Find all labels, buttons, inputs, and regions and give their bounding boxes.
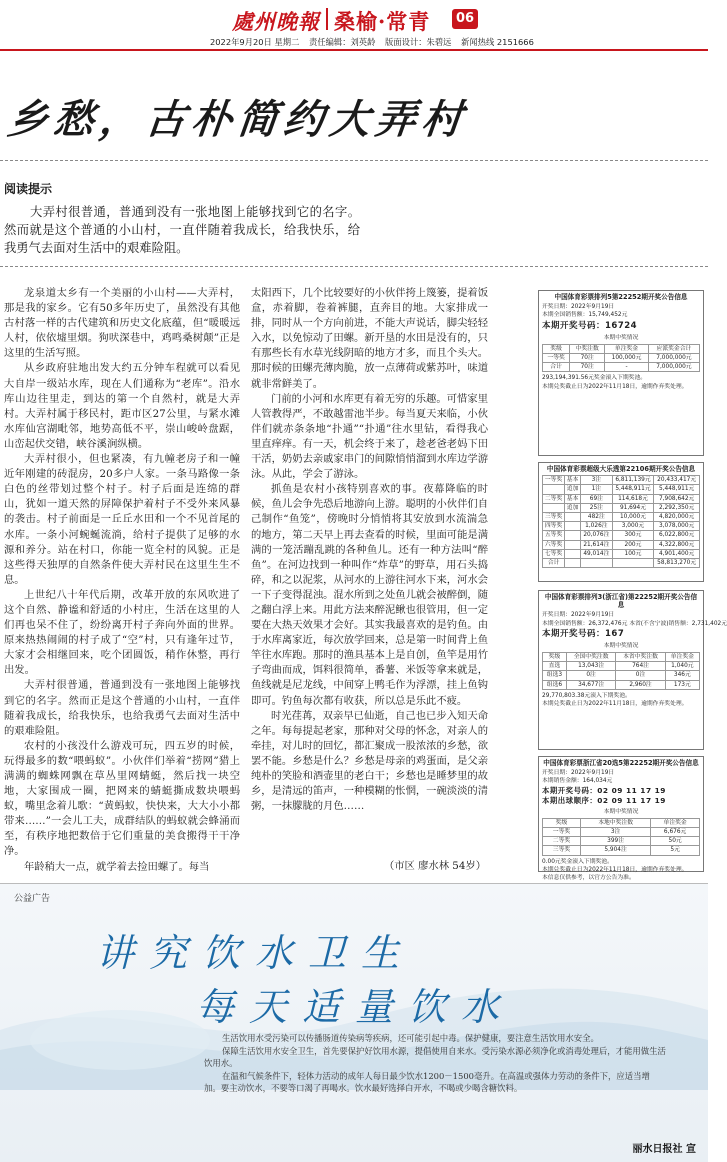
table-cell: 100,000元 [605, 354, 649, 363]
table-cell [565, 513, 581, 522]
table-cell: 69注 [581, 494, 613, 503]
table-row [543, 662, 700, 671]
lottery-box-20x5 [538, 756, 704, 882]
table-cell: 34,677注 [566, 680, 615, 689]
designer-credit: 版面设计：朱碧远 [385, 37, 452, 47]
article-paragraph: 年龄稍大一点，就学着去捡田螺了。每当 [24, 860, 210, 873]
table-cell: 399注 [580, 837, 650, 846]
table-cell: 1,040元 [665, 662, 699, 671]
masthead [0, 0, 708, 50]
table-header-row [543, 818, 700, 827]
article-paragraph: 龙泉道太乡有一个美丽的小山村——大弄村，那是我的家乡。它有50多年历史了，虽然没有其他古村落一样的古代建筑和历史文化底蕴，但“暖暖远人村，依依墟里烟。狗吠深巷中，鸡鸣桑树颠”正是这里的生活写照。 [4, 287, 240, 360]
table-cell: 五等奖 [543, 531, 565, 540]
table-cell: 4,901,400元 [654, 549, 700, 558]
public-service-ad [0, 883, 708, 1162]
table-cell: 58,813,270元 [654, 559, 700, 568]
ad-signature: 丽水日报社 宣 [632, 1144, 696, 1155]
lottery-title: 中国体育彩票排列5第22252期开奖公告信息 [554, 293, 688, 301]
table-cell: 3注 [581, 476, 613, 485]
table-cell: 直选 [543, 662, 567, 671]
table-cell: 200元 [612, 540, 654, 549]
table-cell: 六等奖 [543, 540, 565, 549]
masthead-info [210, 36, 541, 48]
table-cell [565, 540, 581, 549]
table-cell: 二等奖 [543, 837, 581, 846]
table-row [543, 485, 700, 494]
table-row [543, 494, 700, 503]
lottery-line: 开奖日期：2022年9月19日 [542, 770, 615, 777]
ad-headline-1: 讲究饮水卫生 [96, 931, 415, 975]
table-cell: 1注 [581, 485, 613, 494]
table-cell: 3,078,000元 [654, 522, 700, 531]
lottery-box-pl3 [538, 590, 727, 750]
lottery-title: 中国体育彩票超级大乐透第22106期开奖公告信息 [546, 465, 696, 473]
header-cell: 奖级 [543, 653, 567, 662]
lottery-line: 本期销售金额：164,034元 [542, 778, 613, 785]
table-cell: 一等奖 [543, 354, 570, 363]
table-cell: 二等奖 [543, 494, 565, 503]
table-row [543, 549, 700, 558]
header-cell: 单注奖金 [605, 344, 649, 353]
lottery-box-dlt [538, 462, 704, 582]
table-cell: 6,811,139元 [612, 476, 654, 485]
table-row [543, 540, 700, 549]
lottery-note: 0.00元奖金滚入下期奖池。 [542, 858, 613, 865]
table-cell [543, 485, 565, 494]
lottery-note: 293,194,391.56元奖金滚入下期奖池。 [542, 375, 647, 382]
table-row [543, 522, 700, 531]
article-paragraph: 抓鱼是农村小孩特别喜欢的事。夜幕降临的时候，鱼儿会争先恐后地游向上游。聪明的小伙伴们自己制作“鱼笼”，傍晚时分悄悄将其安放到水流湍急的地方，第二天早上再去查看的时候，里面可能是满满的一笼活蹦乱跳的各种鱼儿。还有一种方法叫“醉鱼”。在河边找到一种叫作“炸草”的野草，用石头捣碎，和之以泥浆，从河水的上游往河水下来，河水会一下子变得混浊。混水所到之处鱼儿就会被醉倒，随之翻白浮上来。用此方法来醉泥鳅也很管用，但一定要在大热天效果才会好。其实我最喜欢的是钓鱼。由于水库离家近，每次放学回来，总是第一时间背上鱼竿往水库跑。那时的渔具基本上是自创，鱼竿是用竹子弯曲而成，饵料很简单，番薯、米饭等拿来就是，鱼线就是尼龙线，中间穿上鸭毛作为浮漂，挂上鱼钩即可。钓鱼每次都有收获，所以总是乐此不疲。 [251, 483, 488, 707]
article-paragraph: 大弄村很小，但也紧凑，有九幢老房子和一幢近年刚建的砖混房，20多户人家。一条马路像一条白色的丝带划过整个村子。村子后面是连绵的群山，犹如一道天然的屏障保护着村子不受外来风暴的袭击。村子前面是一丘丘水田和一个不见首尾的水库。一条小河蜿蜒流淌，给村子提供了足够的水源和养分。站在村口，你能一览全村的风貌。正是这些得天独厚的自然条件使大弄村民在这里生生不息。 [4, 453, 240, 586]
article-paragraph: 农村的小孩没什么游戏可玩，四五岁的时候，玩得最多的数“喂蚂蚁”。小伙伴们举着“捞网”猎上满满的蜘蛛网飘在草丛里网蜻蜓，然后找一块空地，大家围成一圈，把网来的蜻蜓撕成数块喂蚂蚁，嘴里念着儿歌：“黄蚂蚁，快快来，大大小小都带来……”一会儿工夫，成群结队的蚂蚁就会蜂涌而至，有秩序地把数倍于它们重量的美食搬得干干净净。 [4, 739, 240, 858]
header-cell: 奖级 [543, 344, 570, 353]
header-cell: 本省中奖注数 [616, 653, 665, 662]
table-cell: 组选3 [543, 671, 567, 680]
lottery-box-pl5 [538, 290, 704, 456]
ad-paragraph: 生活饮用水受污染可以传播肠道传染病等疾病，还可能引起中毒。保护健康，要注意生活饮用水安全。 [222, 1033, 599, 1043]
table-caption: 本期中奖情况 [603, 642, 639, 649]
winning-number: 本期开奖号码：02 09 11 17 19 [542, 785, 666, 795]
article-column-1 [4, 286, 240, 875]
table-cell: 4,820,000元 [654, 513, 700, 522]
table-row [543, 363, 700, 372]
table-cell: 七等奖 [543, 549, 565, 558]
table-cell: 91,694元 [612, 503, 654, 512]
header-cell: 奖级 [543, 818, 581, 827]
prize-table [542, 652, 700, 690]
header-cell: 本地中奖注数 [580, 818, 650, 827]
table-row [543, 531, 700, 540]
table-row [543, 680, 700, 689]
table-cell: 1,026注 [581, 522, 613, 531]
table-cell: - [605, 363, 649, 372]
table-cell: 20,433,417元 [654, 476, 700, 485]
table-cell: 50元 [651, 837, 700, 846]
lottery-line: 本期全国销售额：15,749,452元 [542, 312, 628, 319]
header-cell: 中奖注数 [570, 344, 605, 353]
table-cell: 一等奖 [543, 828, 581, 837]
table-cell: 6,022,800元 [654, 531, 700, 540]
article-paragraph: 门前的小河和水库更有着无穷的乐趣。可惜家里人管教得严，不敢越雷池半步。每当夏天来临，小伙伴们就赤条条地“扑通”“扑通”往水里钻，看得我心里直痒痒。有一天，机会终于来了，趁老爸老妈下田干活，奶奶去亲戚家串门的间隙悄悄溜到水库边学游泳。从此，学会了游泳。 [251, 392, 488, 481]
lottery-line: 开奖日期：2022年9月19日 [542, 612, 615, 619]
ad-paragraph: 在温和气候条件下，轻体力活动的成年人每日最少饮水1200－1500毫升。在高温或强体力劳动的条件下，应适当增加。要主动饮水，不要等口渴了再喝水。饮水最好选择白开水，不喝或少喝含糖饮料。 [204, 1070, 650, 1093]
table-cell: 20,076注 [581, 531, 613, 540]
table-row [543, 837, 700, 846]
ad-tag: 公益广告 [14, 894, 51, 904]
prize-table [542, 344, 700, 373]
table-cell: 7,000,000元 [648, 363, 699, 372]
table-cell: 25注 [581, 503, 613, 512]
table-cell: 组选6 [543, 680, 567, 689]
table-cell: 10,000元 [612, 513, 654, 522]
table-cell: 764注 [616, 662, 665, 671]
lottery-line: 开奖日期：2022年9月19日 [542, 304, 615, 311]
prize-table [542, 818, 700, 856]
table-row [543, 354, 700, 363]
article-paragraph: 时光荏苒，双亲早已仙逝，自己也已步入知天命之年。每每提起老家，那种对父母的怀念，对亲人的牵挂，对儿时的回忆，都汇聚成一股浓浓的乡愁，欲罢不能。乡愁是什么？乡愁是母亲的鸡蛋面，是父亲纯朴的笑脸和酒壶里的老白干；乡愁也是睡梦里的故乡，是清远的笛声，一种模糊的怅惘，一碗淡淡的清粥，一抹朦胧的月色…… [251, 709, 488, 813]
table-cell: 49,014注 [581, 549, 613, 558]
table-row [543, 513, 700, 522]
winning-number: 本期开奖号码：167 [542, 628, 625, 639]
table-cell: 300元 [612, 531, 654, 540]
ad-headline-2: 每天适量饮水 [196, 985, 515, 1029]
article-paragraph: 太阳西下，几个比较要好的小伙伴挎上篾篓，提着饭盒，赤着脚，卷着裤腿，直奔目的地。大家排成一排，同时从一个方向前进，不能大声说话，脚尖轻轻入水，以免惊动了田螺。新开垦的水田是没有的，只有那些长有水草光线阴暗的地方才多，而且个头大。那时候的田螺壳薄肉脆，放一点薄荷或紫苏叶，味道就非常鲜美了。 [251, 287, 488, 390]
page-number-badge: 06 [452, 9, 478, 29]
table-row [543, 671, 700, 680]
lottery-note: 本期兑奖截止日为2022年11月18日，逾期作弃奖处理。 [542, 701, 688, 708]
table-cell: 基本 [565, 494, 581, 503]
table-cell: 一等奖 [543, 476, 565, 485]
table-cell: 三等奖 [543, 513, 565, 522]
table-cell: 114,618元 [612, 494, 654, 503]
table-caption: 本期中奖情况 [603, 808, 639, 815]
table-cell: 三等奖 [543, 846, 581, 855]
lottery-title: 中国体育彩票浙江省20选5第22252期开奖公告信息 [543, 759, 699, 767]
masthead-divider [326, 8, 328, 30]
header-cell: 单注奖金 [651, 818, 700, 827]
table-cell [565, 522, 581, 531]
table-cell: 100元 [612, 549, 654, 558]
lottery-title: 中国体育彩票排列3(浙江省)第22252期开奖公告信息 [544, 593, 698, 610]
table-cell: 5,448,911元 [654, 485, 700, 494]
table-cell [581, 559, 613, 568]
table-cell: 7,908,642元 [654, 494, 700, 503]
editor-credit: 责任编辑：刘英龄 [309, 37, 376, 47]
table-cell: 21,614注 [581, 540, 613, 549]
table-cell: 追加 [565, 485, 581, 494]
table-cell: 2,960注 [616, 680, 665, 689]
section-title: 桑榆·常青 [334, 9, 431, 34]
table-cell: 70注 [570, 354, 605, 363]
ad-paragraph: 保障生活饮用水安全卫生，首先要保护好饮用水源，提倡使用自来水。受污染水源必须净化或消毒处理后，才能用做生活饮用水。 [204, 1045, 666, 1068]
table-cell: 7,000,000元 [648, 354, 699, 363]
table-cell: 合计 [543, 559, 565, 568]
issue-date: 2022年9月20日 星期二 [210, 37, 300, 47]
article-headline: 乡愁，古朴简约大弄村 [5, 96, 471, 143]
table-cell: 482注 [581, 513, 613, 522]
table-cell: 5,904注 [580, 846, 650, 855]
table-cell: 基本 [565, 476, 581, 485]
article-paragraph: 大弄村很普通，普通到没有一张地图上能够找到它的名字。然而正是这个普通的小山村，一直伴随着我成长，给我快乐，也给我勇气去面对生活中的艰难险阻。 [4, 679, 240, 737]
table-cell: 13,043注 [566, 662, 615, 671]
table-header-row [543, 344, 700, 353]
table-header-row [543, 653, 700, 662]
table-row [543, 846, 700, 855]
table-cell: 合计 [543, 363, 570, 372]
table-cell: 0注 [566, 671, 615, 680]
newspaper-logo: 處州晚報 [232, 9, 320, 34]
table-caption: 本期中奖情况 [603, 334, 639, 341]
article-paragraph: 从乡政府驻地出发大约五分钟车程就可以看见大自岸一级站水库，现在人们通称为“老库”。沿水库山边往里走，到达的第一个自然村，就是大弄村。大弄村属于移民村，距市区27公里，与紧水滩水库仙宫湖毗邻，地势高低不平，崇山峻岭盘踞，山峦起伏交错，峡谷溪涧纵横。 [4, 362, 240, 450]
header-cell: 应派奖金合计 [648, 344, 699, 353]
article-lead: 大弄村很普通，普通到没有一张地图上能够找到它的名字。然而就是这个普通的小山村，一直伴随着我成长，给我快乐，给我勇气去面对生活中的艰难险阻。 [4, 205, 360, 255]
ad-body [204, 1032, 666, 1095]
news-hotline: 新闻热线 2151666 [461, 37, 534, 47]
table-cell: 0注 [616, 671, 665, 680]
table-cell: 3注 [580, 828, 650, 837]
table-row [543, 828, 700, 837]
table-cell: 173元 [665, 680, 699, 689]
draw-order: 本期出球顺序：02 09 11 17 19 [542, 795, 666, 805]
table-cell: 5,448,911元 [612, 485, 654, 494]
masthead-rule [0, 49, 708, 51]
reading-tip-label: 阅读提示 [4, 182, 53, 196]
table-cell [543, 503, 565, 512]
lead-divider [0, 266, 708, 267]
article-column-2 [251, 286, 488, 814]
table-cell: 追加 [565, 503, 581, 512]
article-paragraph: 上世纪八十年代后期，改革开放的东风吹进了这个自然、静谧和舒适的小村庄，生活在这里的人们再也呆不住了，纷纷离开村子奔向外面的世界。原来热热闹闹的村子成了“空”村，只有逢年过节，大家才会相继回来，吃个团圆饭，稍作休整，再行出发。 [4, 588, 240, 677]
header-cell: 单注奖金 [665, 653, 699, 662]
table-cell [565, 531, 581, 540]
table-row [543, 503, 700, 512]
headline-divider [0, 160, 708, 161]
table-cell [565, 559, 581, 568]
table-cell [565, 549, 581, 558]
prize-table [542, 475, 700, 568]
lottery-line: 本期全国销售额：26,372,476元 本省(不含宁波)销售额：2,731,402元 [542, 620, 727, 627]
table-cell: 2,292,350元 [654, 503, 700, 512]
table-cell: 6,676元 [651, 828, 700, 837]
table-cell [612, 559, 654, 568]
table-cell: 四等奖 [543, 522, 565, 531]
header-cell: 全国中奖注数 [566, 653, 615, 662]
lottery-note: 本期兑奖截止日为2022年11月18日，逾期作弃奖处理。 [542, 866, 688, 873]
winning-number: 本期开奖号码：16724 [542, 320, 638, 331]
table-row [543, 559, 700, 568]
table-cell: 4,322,800元 [654, 540, 700, 549]
table-cell: 70注 [570, 363, 605, 372]
table-cell: 3,000元 [612, 522, 654, 531]
lottery-note: 本信息仅供参考，以官方公告为准。 [542, 875, 635, 882]
table-row [543, 476, 700, 485]
table-cell: 346元 [665, 671, 699, 680]
author-byline: （市区 廖水林 54岁） [383, 860, 486, 872]
lottery-note: 本期兑奖截止日为2022年11月18日，逾期作弃奖处理。 [542, 383, 688, 390]
lottery-note: 29,770,803.38元滚入下期奖池。 [542, 692, 631, 699]
table-cell: 5元 [651, 846, 700, 855]
